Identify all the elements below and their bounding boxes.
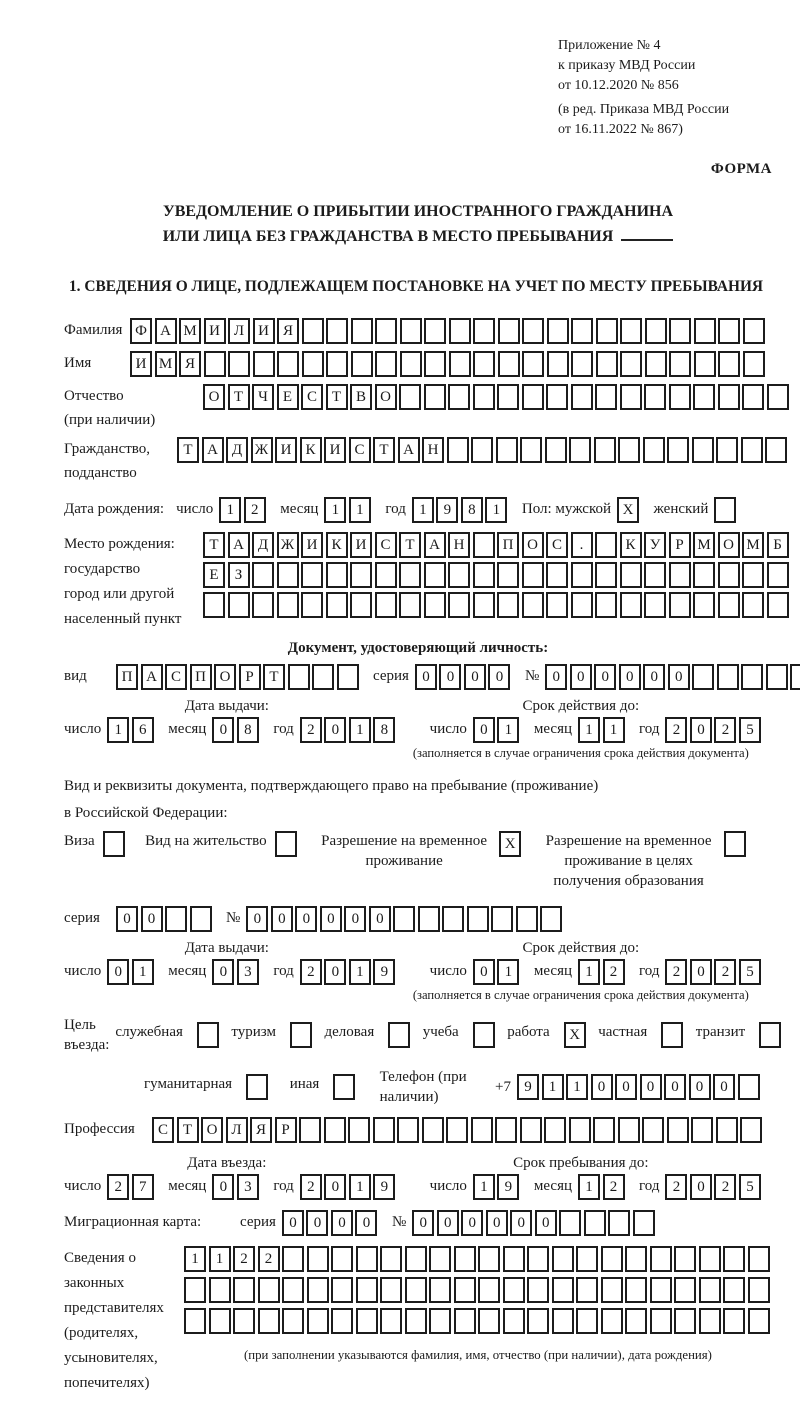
entry-day[interactable]: 2 7 xyxy=(107,1174,156,1200)
day-label: число xyxy=(429,1178,467,1195)
doc-series-field[interactable]: 0 0 0 0 xyxy=(415,664,513,690)
stay-until-day[interactable]: 1 9 xyxy=(473,1174,522,1200)
appendix-reference xyxy=(558,36,772,139)
purpose-tourism-checkbox[interactable] xyxy=(290,1022,315,1048)
purpose-humanitarian-label: гуманитарная xyxy=(144,1076,233,1093)
temp-residence-education-option xyxy=(542,831,749,892)
visa-checkbox[interactable] xyxy=(103,831,128,857)
stay-until-title: Срок пребывания до: xyxy=(513,1154,649,1171)
staydoc-valid-day[interactable]: 0 1 xyxy=(473,959,522,985)
day-label: число xyxy=(429,963,467,980)
staydoc-issue-day[interactable]: 0 1 xyxy=(107,959,156,985)
purpose-business-checkbox[interactable] xyxy=(388,1022,413,1048)
purpose-humanitarian-checkbox[interactable] xyxy=(246,1074,271,1100)
migration-card-series-field[interactable]: 0 0 0 0 xyxy=(282,1210,380,1236)
purpose-work-label: работа xyxy=(507,1023,550,1040)
section1-heading: 1. СВЕДЕНИЯ О ЛИЦЕ, ПОДЛЕЖАЩЕМ ПОСТАНОВКЕ НА УЧЕТ ПО МЕСТУ ПРЕБЫВАНИЯ xyxy=(68,277,764,295)
staydoc-valid-year[interactable]: 2 0 2 5 xyxy=(665,959,763,985)
day-label: число xyxy=(64,1178,102,1195)
temp-residence-education-checkbox[interactable] xyxy=(724,831,749,857)
doc-issue-day[interactable]: 1 6 xyxy=(107,717,156,743)
staydoc-issue-month[interactable]: 0 3 xyxy=(212,959,261,985)
month-label: месяц xyxy=(533,963,572,980)
staydoc-issue-year[interactable]: 2 0 1 9 xyxy=(300,959,398,985)
month-label: месяц xyxy=(168,963,207,980)
purpose-official-checkbox[interactable] xyxy=(197,1022,222,1048)
doc-valid-year[interactable]: 2 0 2 5 xyxy=(665,717,763,743)
doc-valid-day[interactable]: 0 1 xyxy=(473,717,522,743)
valid-until-title: Срок действия до: xyxy=(522,939,640,956)
birthplace-label: Место рождения: государство город или другой населенный пункт xyxy=(64,535,182,627)
firstname-field[interactable]: И М Я xyxy=(130,351,767,377)
birthplace-row2-field[interactable]: Е З xyxy=(203,562,791,588)
representatives-label: Сведения о законных представителях (родителях, усыновителях, попечителях) xyxy=(64,1249,164,1391)
representatives-row1-field[interactable]: 1 1 2 2 xyxy=(184,1246,772,1272)
purpose-official-label: служебная xyxy=(115,1023,183,1040)
birth-day-field[interactable]: 1 2 xyxy=(219,497,268,523)
series-label: серия xyxy=(240,1214,276,1231)
stay-until-year[interactable]: 2 0 2 5 xyxy=(665,1174,763,1200)
day-label: число xyxy=(429,721,467,738)
citizenship-field[interactable]: Т А Д Ж И К И С Т А Н xyxy=(177,437,790,463)
issue-date-title: Дата выдачи: xyxy=(184,939,269,956)
purpose-private-label: частная xyxy=(598,1023,648,1040)
series-label: серия xyxy=(373,668,409,685)
residence-permit-label: Вид на жительство xyxy=(145,832,267,849)
form-title xyxy=(64,200,772,250)
appendix-line: от 16.11.2022 № 867) xyxy=(558,121,683,137)
sex-male-checkbox[interactable]: X xyxy=(617,497,642,523)
forma-label: ФОРМА xyxy=(710,161,772,178)
temp-residence-option xyxy=(317,831,524,872)
surname-label: Фамилия xyxy=(64,322,123,339)
purpose-other-label: иная xyxy=(289,1076,320,1093)
valid-until-title: Срок действия до: xyxy=(522,697,640,714)
day-label: число xyxy=(64,721,102,738)
purpose-label: Цель въезда: xyxy=(64,1016,110,1053)
purpose-study-checkbox[interactable] xyxy=(473,1022,498,1048)
purpose-business-label: деловая xyxy=(324,1023,375,1040)
temp-residence-checkbox[interactable]: X xyxy=(499,831,524,857)
year-label: год xyxy=(273,963,294,980)
day-label: число xyxy=(64,963,102,980)
form-title-line1: УВЕДОМЛЕНИЕ О ПРИБЫТИИ ИНОСТРАННОГО ГРАЖДАНИНА xyxy=(162,203,674,221)
validity-note: (заполняется в случае ограничения срока действия документа) xyxy=(412,745,749,760)
staydoc-intro: Вид и реквизиты документа, подтверждающего право на пребывание (проживание) в Российской Федерации: xyxy=(64,777,599,821)
purpose-work-checkbox[interactable]: X xyxy=(564,1022,589,1048)
year-label: год xyxy=(273,721,294,738)
sex-male-label: Пол: мужской xyxy=(521,501,612,518)
staydoc-series-field[interactable]: 0 0 xyxy=(116,906,214,932)
month-label: месяц xyxy=(533,721,572,738)
entry-date-title: Дата въезда: xyxy=(187,1154,267,1171)
month-label: месяц xyxy=(168,721,207,738)
surname-field[interactable]: Ф А М И Л И Я xyxy=(130,318,767,344)
entry-year[interactable]: 2 0 1 9 xyxy=(300,1174,398,1200)
representatives-row3-field[interactable] xyxy=(184,1308,772,1334)
profession-label: Профессия xyxy=(64,1121,135,1138)
residence-permit-checkbox[interactable] xyxy=(275,831,300,857)
year-label: год xyxy=(639,963,660,980)
year-label: год xyxy=(273,1178,294,1195)
birthplace-row1-field[interactable]: Т А Д Ж И К И С Т А Н П О С . К У Р М О М Б xyxy=(203,532,791,558)
birth-month-field[interactable]: 1 1 xyxy=(324,497,373,523)
migration-card-label: Миграционная карта: xyxy=(64,1214,202,1231)
sex-female-label: женский xyxy=(653,501,709,518)
issue-date-title: Дата выдачи: xyxy=(184,697,269,714)
birthdate-label: Дата рождения: xyxy=(64,501,165,518)
series-label: серия xyxy=(64,910,100,927)
sex-female-checkbox[interactable] xyxy=(714,497,739,523)
doc-number-field[interactable]: 0 0 0 0 0 0 xyxy=(545,664,800,690)
purpose-transit-label: транзит xyxy=(695,1023,746,1040)
purpose-other-checkbox[interactable] xyxy=(333,1074,358,1100)
appendix-line: от 10.12.2020 № 856 xyxy=(558,77,679,93)
year-label: год xyxy=(639,721,660,738)
appendix-line: Приложение № 4 xyxy=(558,38,661,53)
doc-issue-year[interactable]: 2 0 1 8 xyxy=(300,717,398,743)
identity-doc-heading: Документ, удостоверяющий личность: xyxy=(287,639,549,656)
phone-label: Телефон (при наличии) xyxy=(379,1069,467,1106)
profession-field[interactable]: С Т О Л Я Р xyxy=(152,1117,765,1143)
title-blank-line xyxy=(621,227,673,241)
appendix-line: к приказу МВД России xyxy=(558,57,696,73)
citizenship-label: Гражданство, подданство xyxy=(64,440,151,481)
temp-residence-label: Разрешение на временное проживание xyxy=(321,832,488,870)
day-label: число xyxy=(176,501,214,518)
doc-valid-month[interactable]: 1 1 xyxy=(578,717,627,743)
visa-label: Виза xyxy=(64,832,95,849)
phone-field[interactable]: 9 1 1 0 0 0 0 0 0 xyxy=(517,1074,762,1100)
validity-note: (заполняется в случае ограничения срока действия документа) xyxy=(412,987,749,1002)
representatives-row2-field[interactable] xyxy=(184,1277,772,1303)
patronymic-field[interactable]: О Т Ч Е С Т В О xyxy=(203,384,791,410)
phone-prefix: +7 xyxy=(495,1079,512,1096)
appendix-line: (в ред. Приказа МВД России xyxy=(558,101,730,117)
purpose-tourism-label: туризм xyxy=(231,1023,276,1040)
patronymic-label: Отчество (при наличии) xyxy=(64,387,156,428)
migration-card-number-field[interactable]: 0 0 0 0 0 0 xyxy=(412,1210,657,1236)
entry-month[interactable]: 0 3 xyxy=(212,1174,261,1200)
month-label: месяц xyxy=(168,1178,207,1195)
form-title-line2: ИЛИ ЛИЦА БЕЗ ГРАЖДАНСТВА В МЕСТО ПРЕБЫВАНИЯ xyxy=(64,225,772,250)
birthplace-row3-field[interactable] xyxy=(203,592,791,618)
stay-until-month[interactable]: 1 2 xyxy=(578,1174,627,1200)
month-label: месяц xyxy=(280,501,319,518)
purpose-transit-checkbox[interactable] xyxy=(759,1022,784,1048)
doc-kind-field[interactable]: П А С П О Р Т xyxy=(116,664,361,690)
year-label: год xyxy=(385,501,406,518)
number-label: № xyxy=(524,668,540,685)
doc-issue-month[interactable]: 0 8 xyxy=(212,717,261,743)
staydoc-valid-month[interactable]: 1 2 xyxy=(578,959,627,985)
number-label: № xyxy=(391,1214,407,1231)
residence-permit-option xyxy=(145,831,299,857)
firstname-label: Имя xyxy=(64,355,92,372)
representatives-note: (при заполнении указываются фамилия, имя, отчество (при наличии), дата рождения) xyxy=(244,1347,712,1362)
temp-residence-education-label: Разрешение на временное проживание в целях получения образования xyxy=(545,832,712,890)
visa-option xyxy=(64,831,127,857)
birth-year-field[interactable]: 1 9 8 1 xyxy=(412,497,510,523)
year-label: год xyxy=(639,1178,660,1195)
purpose-private-checkbox[interactable] xyxy=(661,1022,686,1048)
month-label: месяц xyxy=(533,1178,572,1195)
staydoc-number-field[interactable]: 0 0 0 0 0 0 xyxy=(246,906,565,932)
doc-kind-label: вид xyxy=(64,668,87,685)
purpose-study-label: учеба xyxy=(422,1023,459,1040)
number-label: № xyxy=(226,910,241,927)
